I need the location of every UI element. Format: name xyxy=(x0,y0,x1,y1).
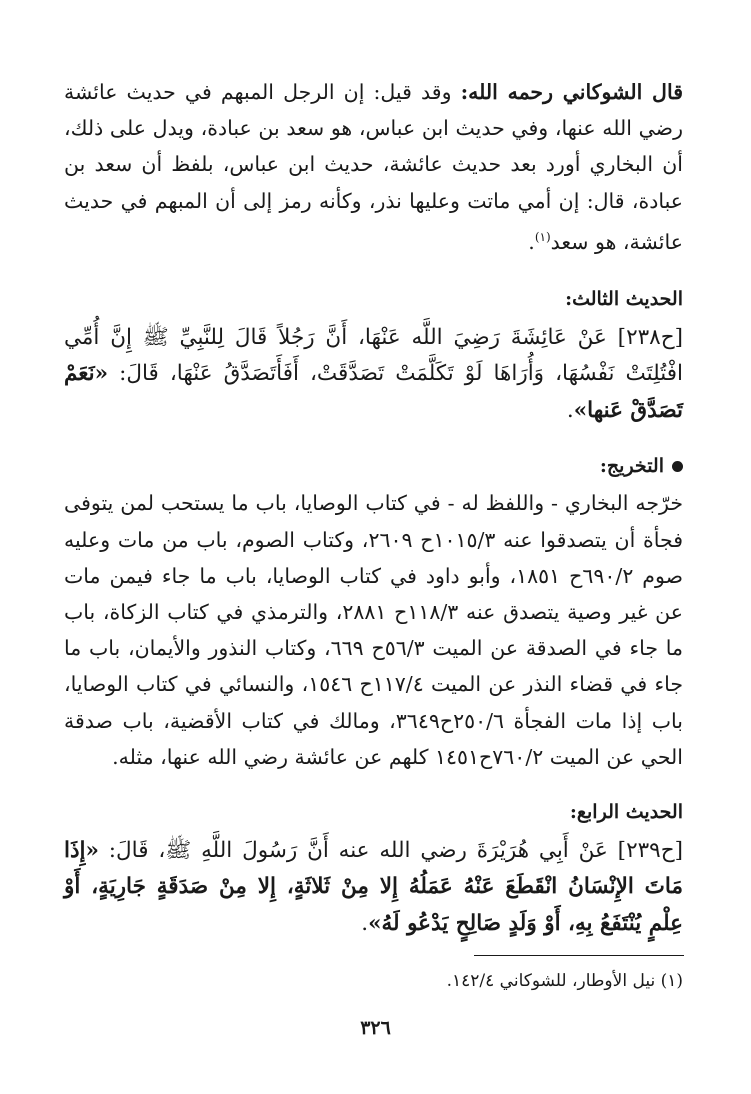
bullet-icon xyxy=(672,461,683,472)
page-number: ٣٢٦ xyxy=(360,1017,391,1039)
footnote-divider xyxy=(474,955,684,956)
hadith-4-body: عَنْ أَبِي هُرَيْرَةَ رضي الله عنه أَنَّ رَسُولَ اللَّهِ ﷺ، قَالَ: xyxy=(98,837,618,863)
hadith-3-body: عَنْ عَائِشَةَ رَضِيَ اللَّه عَنْهَا، أَنَّ رَجُلاً قَالَ لِلنَّبِيِّ ﷺ إِنَّ أُمِّي افْتُلِتَتْ نَفْسُهَا، وَأُرَاهَا لَوْ تَكَلَّمَتْ تَصَدَّقَتْ، أَفَأَتَصَدَّقُ عَنْهَا، قَالَ: xyxy=(64,324,683,387)
footnote: (١) نيل الأوطار، للشوكاني ١٤٢/٤. xyxy=(446,971,683,991)
commentary-end: . xyxy=(528,229,535,254)
hadith-4-heading: الحديث الرابع: xyxy=(569,800,683,823)
takhrij-heading-label: التخريج: xyxy=(599,455,664,478)
takhrij-text: خرّجه البخاري - واللفظ له - في كتاب الوصايا، باب ما يستحب لمن يتوفى فجأة أن يتصدقوا عنه ١٠١٥/٣ح ٢٦٠٩، وكتاب الصوم، باب من مات وعليه صوم ٦٩٠/٢ح ١٨٥١، وأبو داود في كتاب الوصايا، باب ما جاء فيمن مات عن غير وصية يتصدق عنه ١١٨/٣ح ٢٨٨١، والترمذي في كتاب الزكاة، باب ما جاء في الصدقة عن الميت ٥٦/٣ح ٦٦٩، وكتاب النذور والأيمان، باب ما جاء في قضاء النذر عن الميت ١١٧/٤ح ١٥٤٦، والنسائي في كتاب الوصايا، باب إذا مات الفجأة ٢٥٠/٦ح٣٦٤٩، ومالك في كتاب الأقضية، باب صدقة الحي عن الميت ٧٦٠/٢ح١٤٥١ كلهم عن عائشة رضي الله عنها، مثله. xyxy=(64,491,684,769)
hadith-4-number: [ح٢٣٩] xyxy=(617,837,683,863)
hadith-3-heading: الحديث الثالث: xyxy=(565,287,683,310)
hadith-4-text xyxy=(64,833,683,943)
hadith-3-number: [ح٢٣٨] xyxy=(617,324,683,350)
commentary-text: وقد قيل: إن الرجل المبهم في حديث عائشة رضي الله عنها، وفي حديث ابن عباس، هو سعد بن عبادة، ويدل على ذلك، أن البخاري أورد بعد حديث عائشة، حديث ابن عباس، بلفظ أن سعد بن عبادة، قال: إن أمي ماتت وعليها نذر، وكأنه رمز إلى أن المبهم في حديث عائشة، هو سعد xyxy=(64,80,683,254)
takhrij-heading xyxy=(64,451,683,481)
footnote-reference: (١) xyxy=(534,229,551,244)
hadith-3-text xyxy=(64,320,683,430)
hadith-3-end: . xyxy=(566,397,574,423)
commentary-label: قال الشوكاني رحمه الله: xyxy=(460,80,683,104)
hadith-3-answer: «نَعَمْ تَصَدَّقْ عَنها» xyxy=(64,361,683,423)
shawkani-commentary xyxy=(64,74,683,260)
hadith-4-end: . xyxy=(361,910,369,936)
hadith-4-answer: «إِذَا مَاتَ الإِنْسَانُ انْقَطَعَ عَنْهُ عَمَلُهُ إِلا مِنْ ثَلاثَةٍ، إِلا مِنْ صَدَقَةٍ جَارِيَةٍ، أَوْ عِلْمٍ يُنْتَفَعُ بِهِ، أَوْ وَلَدٍ صَالِحٍ يَدْعُو لَهُ» xyxy=(64,837,683,936)
